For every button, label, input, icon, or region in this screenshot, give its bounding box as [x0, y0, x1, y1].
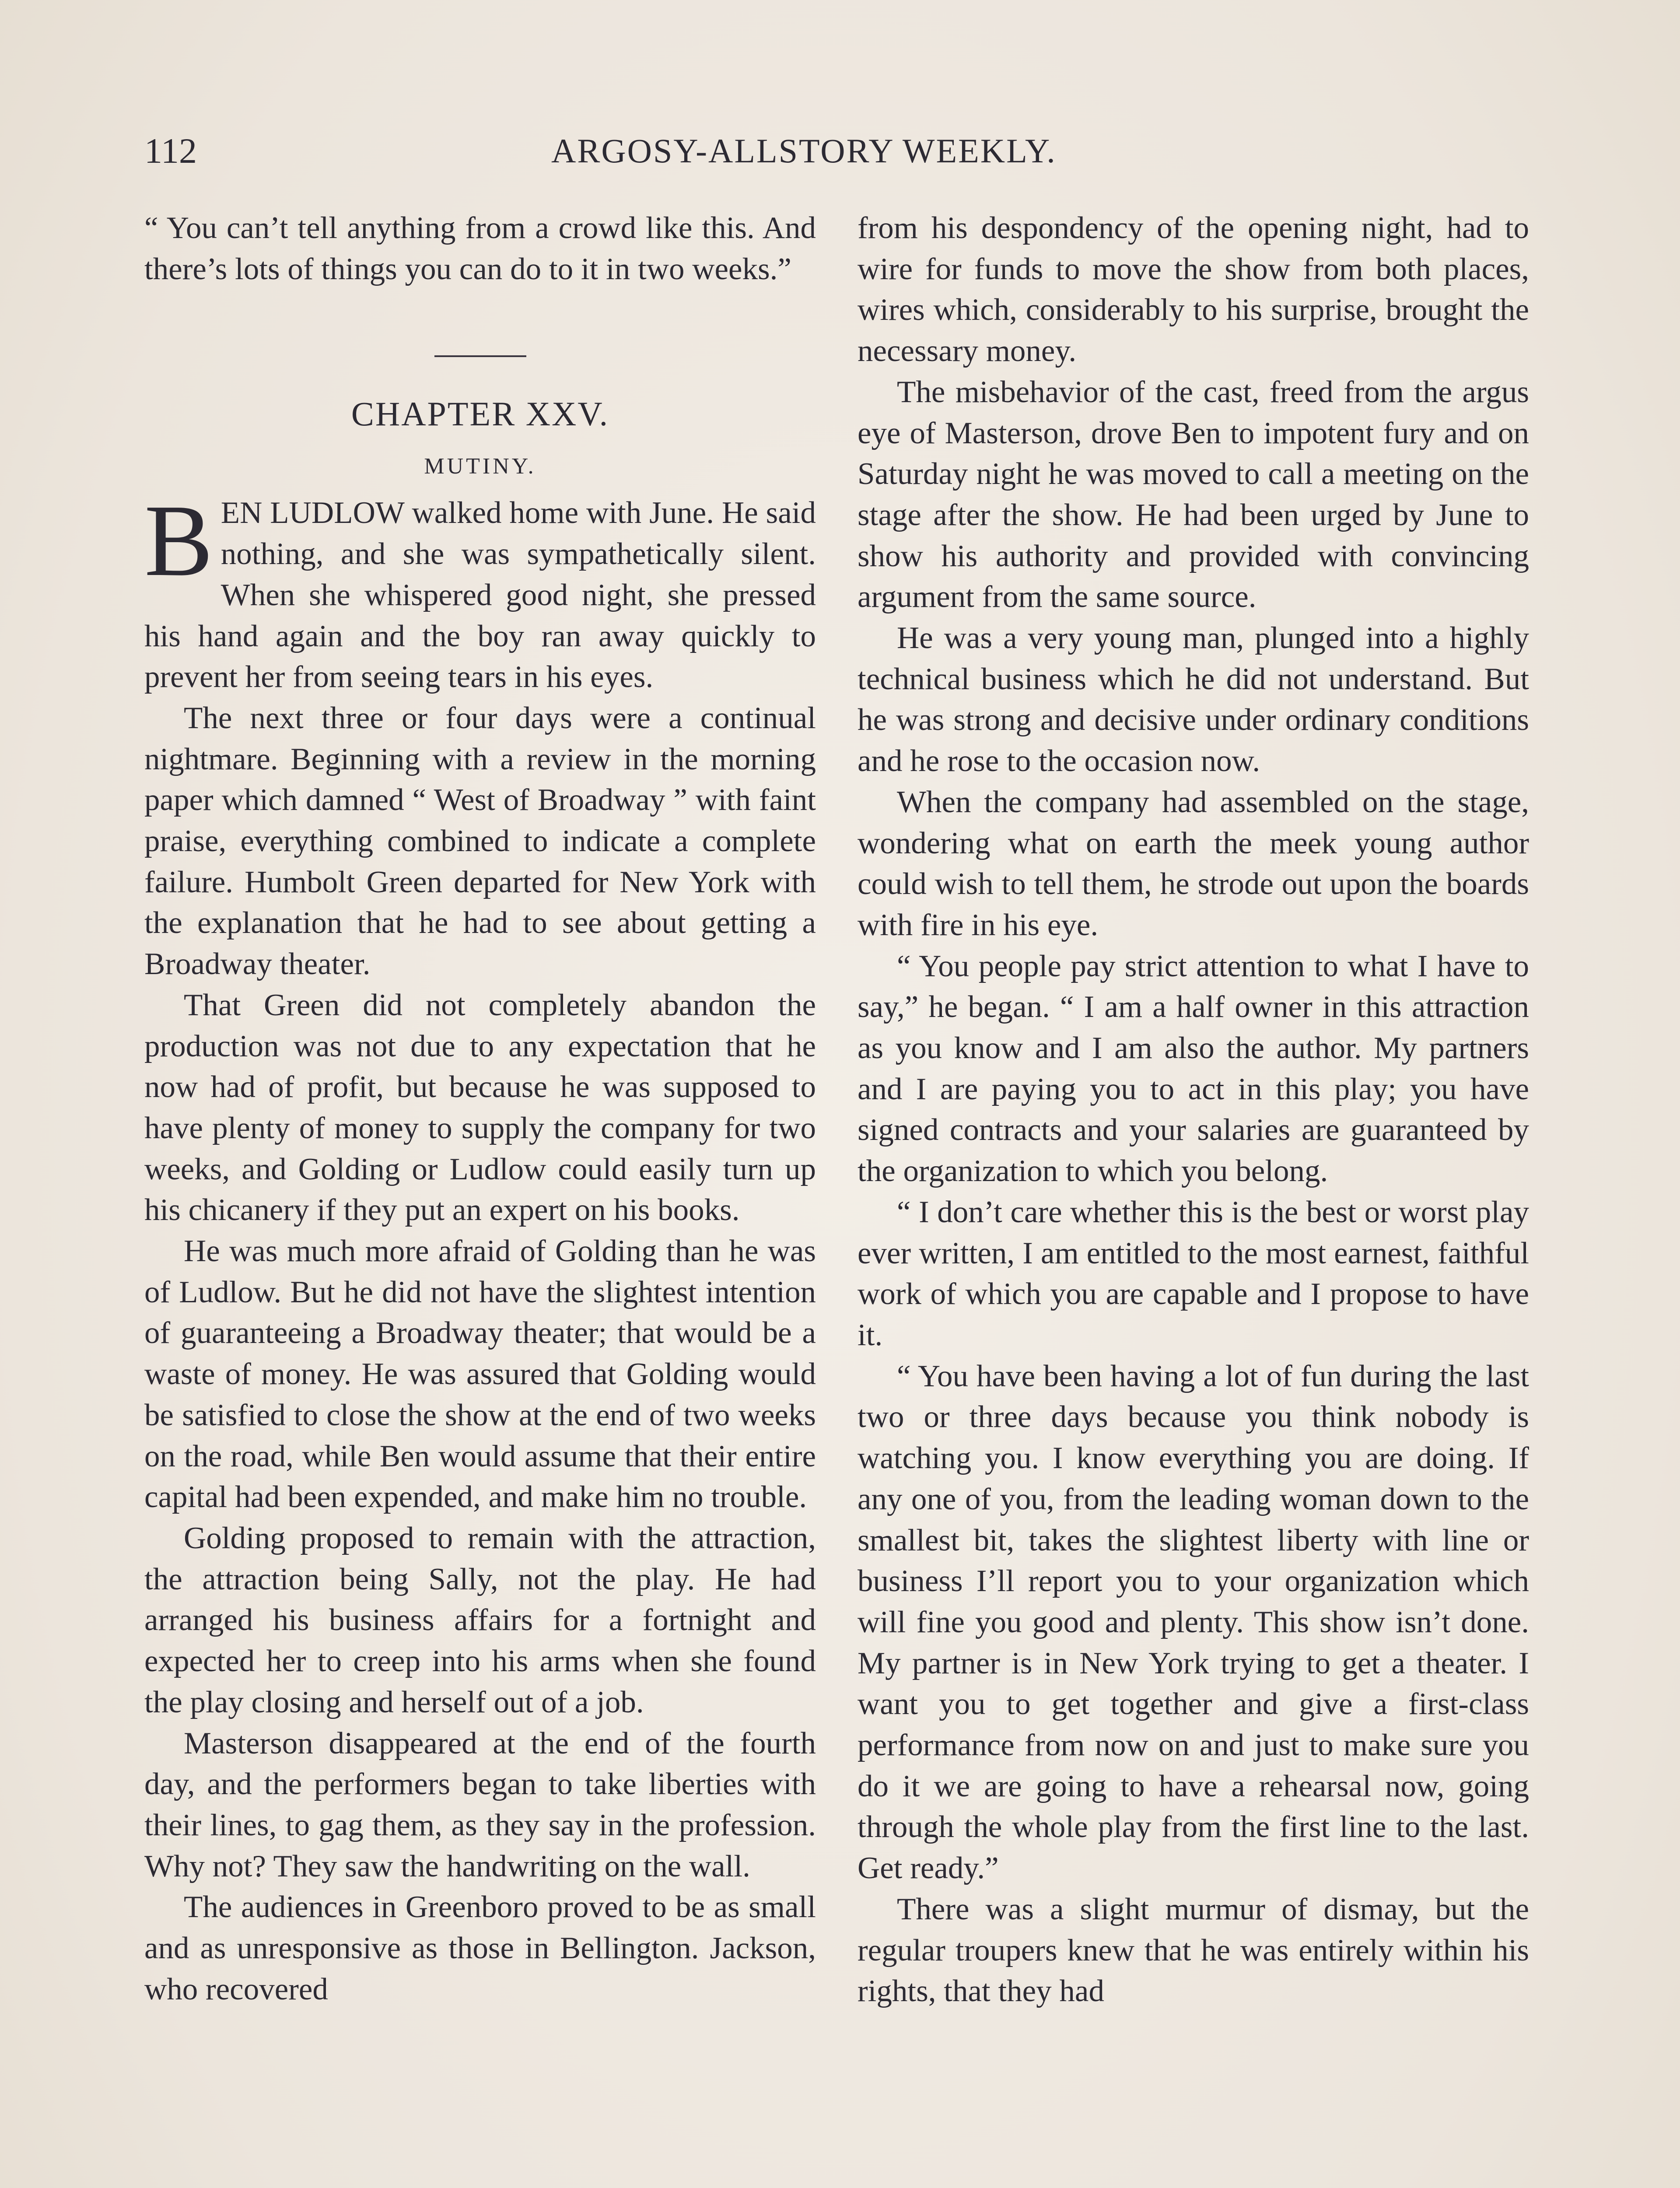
paragraph: The misbehavior of the cast, freed from the argus eye of Masterson, drove Ben to impotent fury and on Saturday night he was moved to call a meeting on the stage after the show. He had been urged by June to show his authority and provided with convincing argument from the same source. — [858, 375, 1529, 614]
opening-paragraph-text: EN LUDLOW walked home with June. He said nothing, and she was sympathetically silent. When she whispered good night, she pressed his hand again and the boy ran away quickly to prevent her from seeing tears in his eyes. — [144, 496, 816, 694]
paragraph: “ I don’t care whether this is the best or worst play ever written, I am entitled to the most earnest, faithful work of which you are capable and I propose to have it. — [858, 1195, 1529, 1352]
page-number: 112 — [144, 131, 197, 171]
running-head: ARGOSY-ALLSTORY WEEKLY. — [551, 132, 1057, 170]
paragraph: He was much more afraid of Golding than he was of Ludlow. But he did not have the slightest intention of guaranteeing a Broadway theater; that would be a waste of money. He was assured that Golding would be satisfied to close the show at the end of two weeks on the road, while Ben would assume that their entire capital had been expended, and make him no trouble. — [144, 1234, 816, 1515]
paragraph: “ You people pay strict attention to what I have to say,” he began. “ I am a half owner in this attraction as you know and I am also the author. My partners and I are paying you to act in this play; you have signed contracts and your salaries are guaranteed by the organization to which you belong. — [858, 949, 1529, 1189]
paragraph: The audiences in Greenboro proved to be as small and as unresponsive as those in Bellington. Jackson, who recovered — [144, 1890, 816, 2006]
right-column — [858, 208, 1529, 2012]
left-column — [144, 208, 816, 2010]
paragraph: That Green did not completely abandon the production was not due to any expectation that he now had of profit, but because he was supposed to have plenty of money to supply the company for two weeks, and Golding or Ludlow could easily turn up his chicanery if they put an expert on his books. — [144, 988, 816, 1227]
paragraph: There was a slight murmur of dismay, but the regular troupers knew that he was entirely within his rights, that they had — [858, 1892, 1529, 2009]
page-header — [144, 127, 1120, 175]
section-divider — [434, 355, 526, 357]
paragraph: He was a very young man, plunged into a highly technical business which he did not understand. But he was strong and decisive under ordinary conditions and he rose to the occasion now. — [858, 621, 1529, 778]
paragraph: Masterson disappeared at the end of the fourth day, and the performers began to take liberties with their lines, to gag them, as they say in the profession. Why not? They saw the handwriting on the wall. — [144, 1726, 816, 1883]
chapter-title: CHAPTER XXV. — [351, 395, 609, 433]
drop-cap: B — [144, 484, 213, 598]
paragraph: When the company had assembled on the stage, wondering what on earth the meek young author could wish to tell them, he strode out upon the boards with fire in his eye. — [858, 785, 1529, 942]
paragraph: The next three or four days were a continual nightmare. Beginning with a review in the morning paper which damned “ West of Broadway ” with faint praise, everything combined to indicate a complete failure. Humbolt Green departed for New York with the explanation that he had to see about getting a Broadway theater. — [144, 701, 816, 982]
paragraph: Golding proposed to remain with the attraction, the attraction being Sally, not the play. He had arranged his business affairs for a fortnight and expected her to creep into his arms when she found the play closing and herself out of a job. — [144, 1521, 816, 1719]
paragraph: from his despondency of the opening night, had to wire for funds to move the show from both places, wires which, considerably to his surprise, brought the necessary money. — [858, 211, 1529, 368]
paragraph: “ You can’t tell anything from a crowd like this. And there’s lots of things you can do to it in two weeks.” — [144, 211, 816, 286]
chapter-subtitle: MUTINY. — [424, 454, 536, 479]
paragraph: “ You have been having a lot of fun during the last two or three days because you think nobody is watching you. I know everything you are doing. If any one of you, from the leading woman down to the smallest bit, takes the slightest liberty with line or business I’ll report you to your organization which will fine you good and plenty. This show isn’t done. My partner is in New York trying to get a theater. I want you to get together and give a first-class performance from now on and just to make sure you do it we are going to have a rehearsal now, going through the whole play from the first line to the last. Get ready.” — [858, 1359, 1529, 1886]
opening-paragraph — [144, 484, 816, 698]
